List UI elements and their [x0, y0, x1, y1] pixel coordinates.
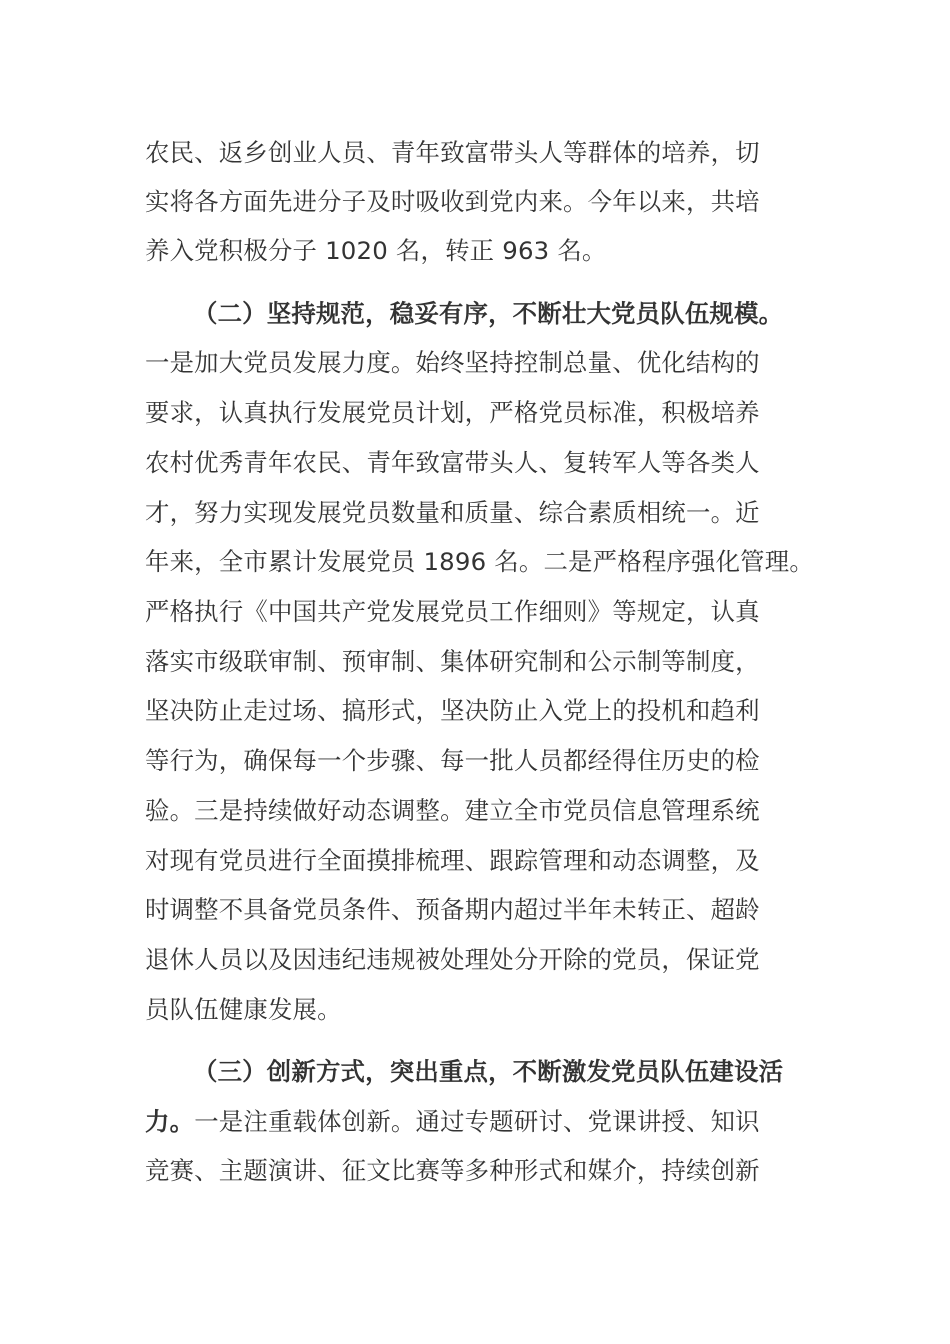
section-2-line-7: 落实市级联审制、预审制、集体研究制和公示制等制度， [145, 647, 760, 676]
section-3-heading-line-2 [145, 1105, 760, 1139]
section-2-heading: （二）坚持规范，稳妥有序，不断壮大党员队伍规模。 [193, 299, 784, 328]
paragraph-1-line-2: 实将各方面先进分子及时吸收到党内来。今年以来，共培 [145, 187, 760, 216]
section-2-line-6: 严格执行《中国共产党发展党员工作细则》等规定，认真 [145, 597, 760, 626]
section-3-line-2: 竞赛、主题演讲、征文比赛等多种形式和媒介，持续创新 [145, 1156, 760, 1185]
paragraph-1-line-3: 养入党积极分子 1020 名，转正 963 名。 [145, 236, 607, 265]
section-2-line-9: 等行为，确保每一个步骤、每一批人员都经得住历史的检 [145, 746, 760, 775]
section-2-line-12: 时调整不具备党员条件、预备期内超过半年未转正、超龄 [145, 895, 760, 924]
section-2-line-3: 农村优秀青年农民、青年致富带头人、复转军人等各类人 [145, 448, 760, 477]
section-2-line-2: 要求，认真执行发展党员计划，严格党员标准，积极培养 [145, 398, 760, 427]
section-3-heading-line-1: （三）创新方式，突出重点，不断激发党员队伍建设活 [193, 1057, 784, 1086]
section-2-line-8: 坚决防止走过场、搞形式，坚决防止入党上的投机和趋利 [145, 696, 760, 725]
section-2-line-1: 一是加大党员发展力度。始终坚持控制总量、优化结构的 [145, 348, 760, 377]
section-3-heading-end: 力。 [145, 1107, 195, 1136]
section-2-line-14: 员队伍健康发展。 [145, 995, 342, 1024]
section-2-line-13: 退休人员以及因违纪违规被处理处分开除的党员，保证党 [145, 945, 760, 974]
section-2-line-11: 对现有党员进行全面摸排梳理、跟踪管理和动态调整，及 [145, 846, 760, 875]
section-2-line-5: 年来，全市累计发展党员 1896 名。二是严格程序强化管理。 [145, 547, 814, 576]
paragraph-1-line-1: 农民、返乡创业人员、青年致富带头人等群体的培养，切 [145, 138, 760, 167]
section-2-line-10: 验。三是持续做好动态调整。建立全市党员信息管理系统 [145, 796, 760, 825]
section-3-line-1-text: 一是注重载体创新。通过专题研讨、党课讲授、知识 [194, 1107, 760, 1136]
section-2-line-4: 才，努力实现发展党员数量和质量、综合素质相统一。近 [145, 498, 760, 527]
